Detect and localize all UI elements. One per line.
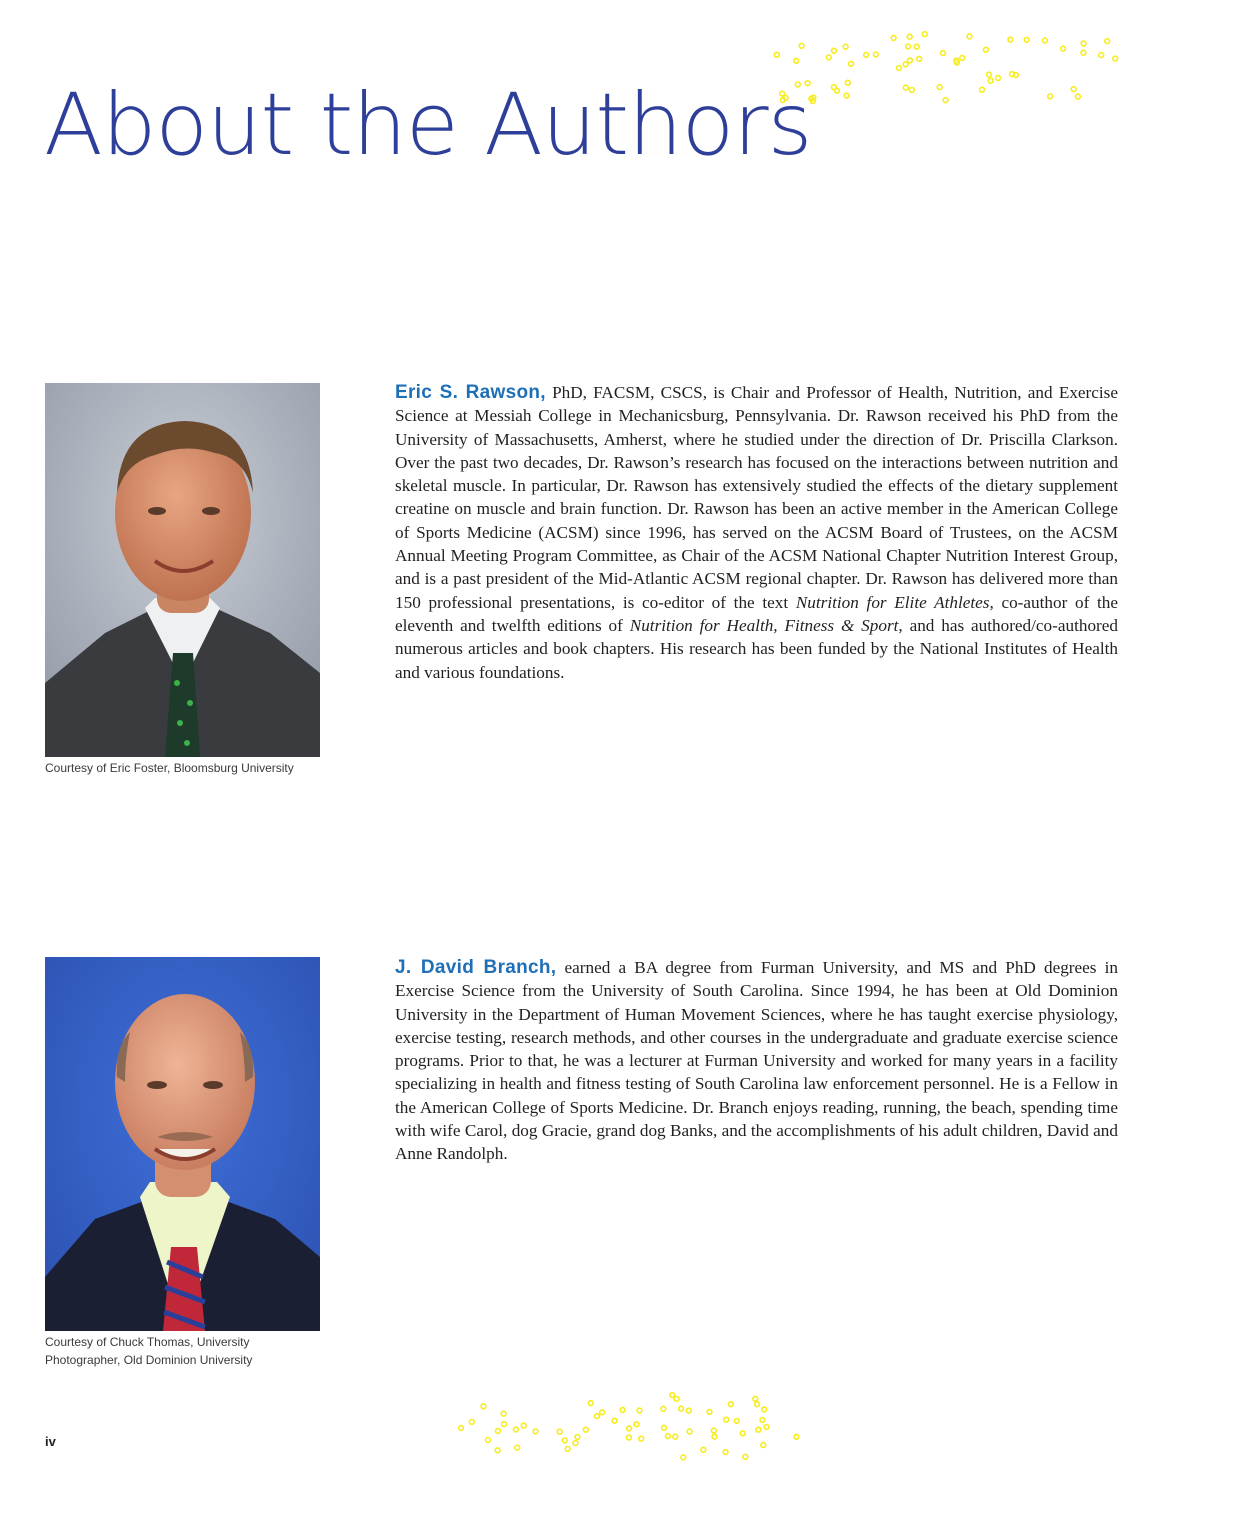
- decorative-dot: [495, 1448, 500, 1453]
- decorative-dot: [909, 88, 914, 93]
- decorative-dot: [1024, 38, 1029, 43]
- decorative-dot: [753, 1396, 758, 1401]
- decorative-dot: [843, 44, 848, 49]
- decorative-dot: [760, 1418, 765, 1423]
- decorative-dot: [794, 58, 799, 63]
- decorative-dots-top: [768, 30, 1120, 106]
- decorative-dot: [980, 87, 985, 92]
- decorative-dot: [849, 61, 854, 66]
- decorative-dot: [937, 85, 942, 90]
- decorative-dot: [723, 1450, 728, 1455]
- decorative-dot: [639, 1436, 644, 1441]
- decorative-dot: [686, 1408, 691, 1413]
- decorative-dot: [612, 1418, 617, 1423]
- page-number: iv: [45, 1434, 56, 1449]
- decorative-dot: [1081, 50, 1086, 55]
- decorative-dot: [620, 1408, 625, 1413]
- decorative-dot: [1048, 94, 1053, 99]
- decorative-dot: [1076, 94, 1081, 99]
- decorative-dot: [873, 52, 878, 57]
- decorative-dot: [707, 1409, 712, 1414]
- decorative-dot: [481, 1404, 486, 1409]
- decorative-dot: [761, 1443, 766, 1448]
- decorative-dot: [557, 1429, 562, 1434]
- decorative-dot: [521, 1423, 526, 1428]
- decorative-dot: [960, 56, 965, 61]
- author-name: Eric S. Rawson,: [395, 382, 546, 403]
- decorative-dot: [762, 1407, 767, 1412]
- decorative-dot: [673, 1434, 678, 1439]
- decorative-dot: [634, 1422, 639, 1427]
- decorative-dot: [712, 1434, 717, 1439]
- decorative-dot: [1081, 41, 1086, 46]
- decorative-dot: [666, 1434, 671, 1439]
- decorative-dot: [826, 55, 831, 60]
- decorative-dot: [903, 85, 908, 90]
- decorative-dot: [781, 98, 786, 103]
- decorative-dot: [724, 1417, 729, 1422]
- decorative-dot: [627, 1426, 632, 1431]
- decorative-dot: [711, 1428, 716, 1433]
- decorative-dot: [514, 1427, 519, 1432]
- book-title: Nutrition for Elite Athletes,: [795, 592, 994, 612]
- decorative-dot: [922, 32, 927, 37]
- decorative-dot: [533, 1429, 538, 1434]
- decorative-dot: [799, 43, 804, 48]
- decorative-dot: [575, 1435, 580, 1440]
- decorative-dot: [595, 1414, 600, 1419]
- book-title: Nutrition for Health, Fitness & Sport,: [629, 615, 903, 635]
- decorative-dot: [701, 1447, 706, 1452]
- decorative-dot: [627, 1435, 632, 1440]
- decorative-dot: [984, 47, 989, 52]
- decorative-dot: [996, 76, 1001, 81]
- decorative-dot: [1010, 72, 1015, 77]
- decorative-dot: [679, 1406, 684, 1411]
- decorative-dot: [743, 1454, 748, 1459]
- decorative-dot: [774, 52, 779, 57]
- decorative-dot: [674, 1397, 679, 1402]
- decorative-dot: [637, 1408, 642, 1413]
- decorative-dot: [832, 48, 837, 53]
- decorative-dot: [740, 1431, 745, 1436]
- bio-text: earned a BA degree from Furman University, and MS and PhD degrees in Exercise Science from the University of South Carolina. Since 1994, he has been at Old Dominion University in the Department of Human Movement Sciences, where he has taught exercise physiology, exercise testing, research methods, and other courses in the undergraduate and graduate exercise science programs. Prior to that, he was a lecturer at Furman University and worked for many years in a facility specializing in health and fitness testing of South Carolina law enforcement personnel. He is a Fellow in the American College of Sports Medicine. Dr. Branch enjoys reading, running, the beach, spending time with wife Carol, dog Gracie, grand dog Banks, and the accomplishments of his adult children, David and Anne Randolph.: [395, 958, 1118, 1164]
- decorative-dot: [832, 85, 837, 90]
- decorative-dot: [459, 1426, 464, 1431]
- decorative-dot: [515, 1445, 520, 1450]
- bio-text: and has authored/co-authored numerous articles and book chapters. His research has been funded by the National Institutes of Health and various foundations.: [395, 615, 1119, 682]
- decorative-dot: [1113, 56, 1118, 61]
- decorative-dot: [794, 1434, 799, 1439]
- decorative-dot: [891, 36, 896, 41]
- decorative-dot: [845, 80, 850, 85]
- decorative-dot: [917, 56, 922, 61]
- photo-caption: Courtesy of Eric Foster, Bloomsburg University: [45, 761, 294, 775]
- decorative-dot: [907, 34, 912, 39]
- decorative-dot: [943, 98, 948, 103]
- decorative-dot: [600, 1410, 605, 1415]
- author-bio-rawson: [395, 381, 1118, 684]
- decorative-dot: [496, 1429, 501, 1434]
- decorative-dots-bottom: [457, 1390, 801, 1462]
- decorative-dot: [661, 1406, 666, 1411]
- decorative-dot: [573, 1441, 578, 1446]
- decorative-dot: [1105, 39, 1110, 44]
- decorative-dot: [864, 53, 869, 58]
- decorative-dot: [502, 1422, 507, 1427]
- decorative-dot: [906, 44, 911, 49]
- decorative-dot: [734, 1419, 739, 1424]
- decorative-dot: [844, 93, 849, 98]
- decorative-dot: [805, 81, 810, 86]
- decorative-dot: [728, 1402, 733, 1407]
- decorative-dot: [967, 34, 972, 39]
- decorative-dot: [1061, 46, 1066, 51]
- decorative-dot: [988, 78, 993, 83]
- decorative-dot: [903, 62, 908, 67]
- author-photo-branch: [45, 957, 320, 1331]
- decorative-dot: [987, 72, 992, 77]
- decorative-dot: [486, 1438, 491, 1443]
- author-photo-rawson: [45, 383, 320, 757]
- decorative-dot: [681, 1455, 686, 1460]
- decorative-dot: [583, 1427, 588, 1432]
- bio-text: PhD, FACSM, CSCS, is Chair and Professor of Health, Nutrition, and Exercise Science at Messiah College in Mechanicsburg, Pennsylvania. Dr. Rawson received his PhD from the University of Massachusetts, Amherst, where he studied under the direction of Dr. Priscilla Clarkson. Over the past two decades, Dr. Rawson’s research has focused on the interactions between nutrition and skeletal muscle. In particular, Dr. Rawson has extensively studied the effects of the dietary supplement creatine on muscle and brain function. Dr. Rawson has been an active member in the American College of Sports Medicine (ACSM) since 1996, has served on the ACSM Board of Trustees, on the ACSM Annual Meeting Program Committee, as Chair of the ACSM National Chapter Nutrition Interest Group, and is a past president of the Mid-Atlantic ACSM regional chapter. Dr. Rawson has delivered more than 150 professional presentations, is co-editor of the text: [395, 383, 1118, 612]
- decorative-dot: [670, 1393, 675, 1398]
- decorative-dot: [562, 1438, 567, 1443]
- author-name: J. David Branch,: [395, 957, 557, 978]
- page-title: About the Authors: [44, 75, 812, 175]
- decorative-dot: [795, 82, 800, 87]
- decorative-dot: [1071, 87, 1076, 92]
- decorative-dot: [897, 66, 902, 71]
- decorative-dot: [764, 1425, 769, 1430]
- decorative-dot: [1099, 53, 1104, 58]
- decorative-dot: [469, 1420, 474, 1425]
- bio-text: co-author of the eleventh and twelfth editions of: [395, 592, 1118, 635]
- decorative-dot: [1043, 38, 1048, 43]
- decorative-dot: [755, 1402, 760, 1407]
- decorative-dot: [914, 44, 919, 49]
- decorative-dot: [565, 1447, 570, 1452]
- decorative-dot: [780, 91, 785, 96]
- decorative-dot: [908, 58, 913, 63]
- photo-caption: Courtesy of Chuck Thomas, University Photographer, Old Dominion University: [45, 1335, 253, 1367]
- decorative-dot: [588, 1401, 593, 1406]
- decorative-dot: [687, 1429, 692, 1434]
- decorative-dot: [1008, 37, 1013, 42]
- decorative-dot: [662, 1425, 667, 1430]
- author-bio-branch: [395, 956, 1118, 1166]
- decorative-dot: [501, 1411, 506, 1416]
- decorative-dot: [941, 51, 946, 56]
- decorative-dot: [756, 1427, 761, 1432]
